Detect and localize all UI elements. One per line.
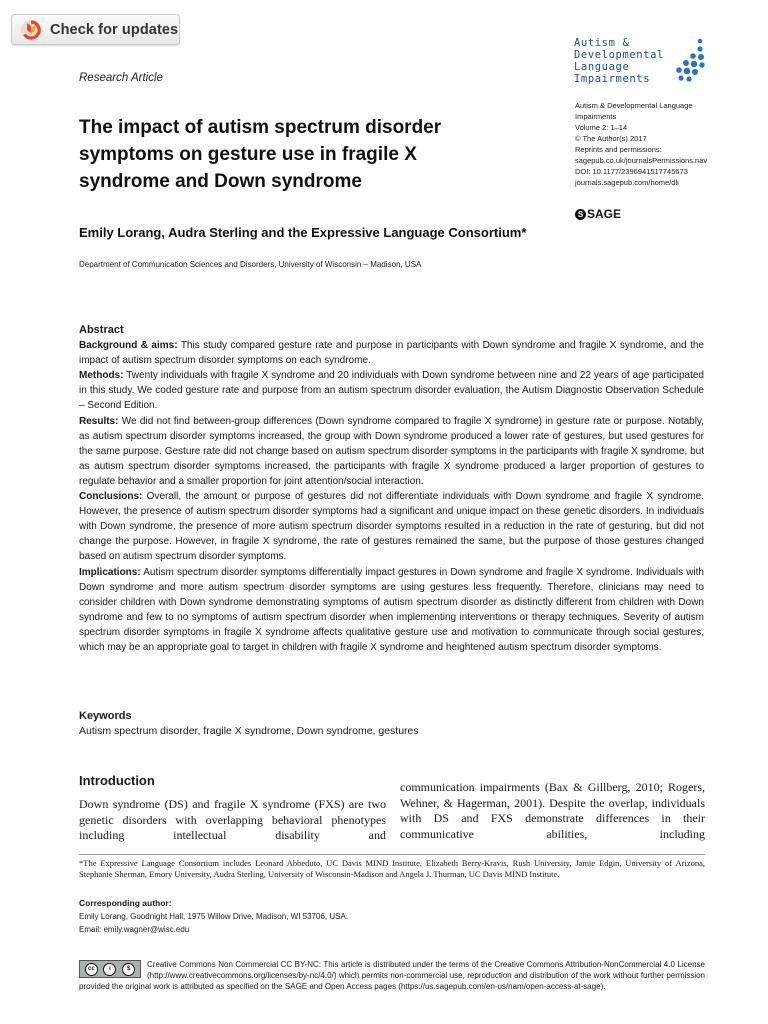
abstract-text: We did not find between-group differences (Down syndrome compared to fragile X syndrome) in gesture rate or purpose. Notably, as autism spectrum disorder symptoms increased, the group with Down syndrome produced a lower rate of gestures, but used gestures for the same purpose. Gesture rate did not change based on autism spectrum disorder symptoms in the participants with fragile X syndrome, but as autism spectrum disorder symptoms increased, the participants with fragile X syndrome produced a larger proportion of gestures to regulate behavior and a smaller proportion for joint attention/social interaction. bbox=[79, 415, 704, 487]
doi-link[interactable]: DOI: 10.1177/2396941517745673 bbox=[575, 167, 688, 176]
check-for-updates-button[interactable] bbox=[11, 14, 180, 45]
abstract-text: Twenty individuals with fragile X syndrome and 20 individuals with Down syndrome between nine and 22 years of age participated in this study. We coded gesture rate and purpose from an autism spectrum disorder evaluation, the Autism Diagnostic Observation Schedule – Second Edition. bbox=[79, 370, 704, 412]
sage-s-icon: S bbox=[575, 209, 586, 220]
license-notice bbox=[79, 959, 705, 992]
nc-icon: $ bbox=[122, 963, 135, 976]
journal-logo bbox=[574, 37, 714, 89]
abstract-label: Methods: bbox=[79, 370, 124, 382]
sage-logo bbox=[575, 207, 621, 221]
sage-logo-text: SAGE bbox=[587, 207, 622, 221]
abstract-label: Background & aims: bbox=[79, 340, 178, 352]
journal-logo-line: Autism & bbox=[574, 37, 630, 49]
journal-url-link[interactable]: journals.sagepub.com/home/dli bbox=[575, 178, 679, 187]
corresponding-author-heading: Corresponding author: bbox=[79, 898, 172, 908]
cc-icon: cc bbox=[85, 963, 98, 976]
journal-logo-line: Impairments bbox=[574, 73, 651, 85]
abstract-text: Autism spectrum disorder symptoms differentially impact gestures in Down syndrome and fragile X syndrome. Individuals with Down syndrome and more autism spectrum disorder symptoms are using gestures less frequently. Therefore, clinicians may need to consider children with Down syndrome demonstrating symptoms of autism spectrum disorder as distinctly different from children with Down syndrome and few to no symptoms of autism spectrum disorder when implementing interventions or therapy techniques. Severity of autism spectrum disorder symptoms in fragile X syndrome affects qualitative gesture use and motivation to communicate through social gestures, which may be an appropriate goal to target in children with fragile X syndrome and heightened autism spectrum disorder symptoms. bbox=[79, 566, 704, 653]
abstract-results bbox=[79, 414, 704, 489]
introduction-heading: Introduction bbox=[79, 773, 155, 788]
abstract bbox=[79, 323, 704, 655]
authors: Emily Lorang, Audra Sterling and the Expressive Language Consortium* bbox=[79, 225, 527, 240]
affiliation: Department of Communication Sciences and Disorders, University of Wisconsin – Madison, USA bbox=[79, 260, 422, 269]
consortium-footnote: *The Expressive Language Consortium includes Leonard Abbeduto, UC Davis MIND Institute, Elizabeth Berry-Kravis, Rush University, Jamie Edgin, University of Arizona, Stephanie Sherman, Emory University, Audra Sterling, University of Wisconsin-Madison and Angela J. Thurman, UC Davis MIND Institute. bbox=[79, 858, 705, 880]
license-text: Creative Commons Non Commercial CC BY-NC: This article is distributed under the terms of the Creative Commons Attribution-NonCommercial 4.0 License (http://www.creativecommons.org/licenses/by-nc/4.0/) which permits non-commercial use, reproduction and distribution of the work without further permission provided the original work is attributed as specified on the SAGE and Open Access pages (https://us.sagepub.com/en-us/nam/open-access-at-sage). bbox=[79, 960, 705, 991]
footnote-divider bbox=[79, 854, 705, 855]
abstract-implications bbox=[79, 565, 704, 656]
journal-logo-line: Language bbox=[574, 61, 630, 73]
abstract-background bbox=[79, 338, 704, 368]
article-meta bbox=[575, 100, 715, 188]
volume: Volume 2: 1–14 bbox=[575, 123, 628, 132]
article-title: The impact of autism spectrum disorder symptoms on gesture use in fragile X syndrome and Down syndrome bbox=[79, 117, 442, 192]
corresponding-author bbox=[79, 911, 348, 936]
abstract-label: Conclusions: bbox=[79, 491, 143, 503]
by-icon: i bbox=[103, 963, 116, 976]
check-updates-icon bbox=[20, 19, 42, 41]
abstract-text: This study compared gesture rate and purpose in participants with Down syndrome and fragile X syndrome, and the impact of autism spectrum disorder symptoms on each syndrome. bbox=[79, 340, 704, 367]
abstract-label: Results: bbox=[79, 415, 119, 427]
abstract-heading: Abstract bbox=[79, 324, 124, 336]
corresponding-address: Emily Lorang, Goodnight Hall, 1975 Willow Drive, Madison, WI 53706, USA. bbox=[79, 912, 349, 921]
article-type: Research Article bbox=[79, 72, 163, 84]
introduction-right-column: communication impairments (Bax & Gillberg, 2010; Rogers, Wehner, & Hagerman, 2001). Despite the overlap, individuals with DS and FXS demonstrate differences in their communicative abilities, including bbox=[400, 780, 705, 841]
journal-logo-line: Developmental bbox=[574, 49, 664, 61]
abstract-conclusions bbox=[79, 489, 704, 564]
abstract-text: Overall, the amount or purpose of gestures did not differentiate individuals with Down syndrome and fragile X syndrome. However, the presence of autism spectrum disorder symptoms had a significant and unique impact on these genetic disorders. In individuals with Down syndrome, the presence of more autism spectrum disorder symptoms resulted in a reduction in the rate of gesturing, but did not change the purpose. However, in fragile X syndrome, the rate of gestures remained the same, but the purpose of those gestures changed based on autism spectrum disorder symptoms. bbox=[79, 491, 705, 563]
reprints-link[interactable]: sagepub.co.uk/journalsPermissions.nav bbox=[575, 156, 708, 165]
check-for-updates-label: Check for updates bbox=[50, 21, 179, 38]
cc-license-badge[interactable] bbox=[79, 960, 141, 978]
journal-name: Autism & Developmental Language Impairments bbox=[575, 101, 693, 121]
abstract-label: Implications: bbox=[79, 566, 141, 578]
introduction-left-column: Down syndrome (DS) and fragile X syndrome (FXS) are two genetic disorders with overlapping behavioral phenotypes including intellectual disability and bbox=[79, 797, 386, 842]
reprints-label: Reprints and permissions: bbox=[575, 145, 662, 154]
keywords-heading: Keywords bbox=[79, 710, 132, 722]
journal-dots-icon bbox=[666, 37, 710, 87]
keywords-list: Autism spectrum disorder, fragile X syndrome, Down syndrome, gestures bbox=[79, 725, 419, 737]
corresponding-email[interactable]: Email: emily.wagner@wisc.edu bbox=[79, 924, 190, 934]
copyright: © The Author(s) 2017 bbox=[575, 134, 647, 143]
abstract-methods bbox=[79, 368, 704, 413]
